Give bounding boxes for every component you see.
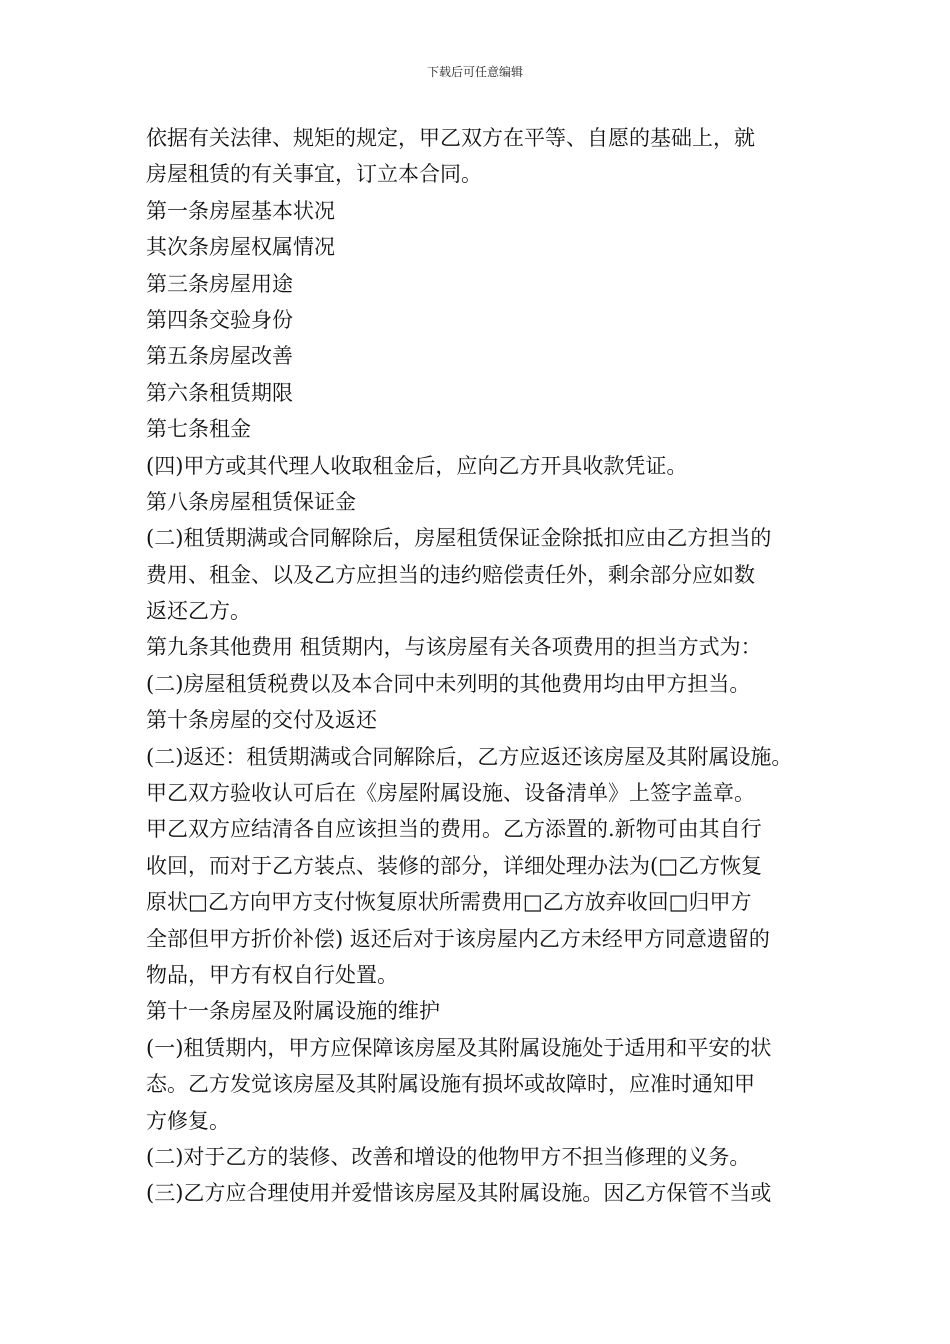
paragraph-line: (三)乙方应合理使用并爱惜该房屋及其附属设施。因乙方保管不当或 xyxy=(146,1181,772,1206)
paragraph-line: 物品，甲方有权自行处置。 xyxy=(146,962,398,987)
paragraph-line: (二)房屋租赁税费以及本合同中未列明的其他费用均由甲方担当。 xyxy=(146,671,751,696)
paragraph-line: 房屋租赁的有关事宜，订立本合同。 xyxy=(146,162,482,187)
paragraph-line: (二)返还：租赁期满或合同解除后，乙方应返还该房屋及其附属设施。 xyxy=(146,744,793,769)
page-header-note: 下载后可任意编辑 xyxy=(426,65,523,79)
section-heading: 第七条租金 xyxy=(146,417,251,442)
section-heading: 第九条其他费用 租赁期内，与该房屋有关各项费用的担当方式为： xyxy=(146,635,762,660)
section-heading: 第四条交验身份 xyxy=(146,307,293,332)
paragraph-line: (四)甲方或其代理人收取租金后，应向乙方开具收款凭证。 xyxy=(146,453,688,478)
paragraph-line: (一)租赁期内，甲方应保障该房屋及其附属设施处于适用和平安的状 xyxy=(146,1035,772,1060)
section-heading: 第三条房屋用途 xyxy=(146,271,293,296)
section-heading: 第十条房屋的交付及返还 xyxy=(146,708,377,733)
section-heading: 第六条租赁期限 xyxy=(146,380,293,405)
paragraph-line: 原状□乙方向甲方支付恢复原状所需费用□乙方放弃收回□归甲方 xyxy=(146,890,752,915)
paragraph-line: 收回，而对于乙方装点、装修的部分，详细处理办法为(□乙方恢复 xyxy=(146,853,763,878)
paragraph-line: 全部但甲方折价补偿) 返还后对于该房屋内乙方未经甲方同意遗留的 xyxy=(146,926,770,951)
section-heading: 第十一条房屋及附属设施的维护 xyxy=(146,999,440,1024)
paragraph-line: 态。乙方发觉该房屋及其附属设施有损坏或故障时，应准时通知甲 xyxy=(146,1072,755,1097)
paragraph-line: 甲乙双方应结清各自应该担当的费用。乙方添置的.新物可由其自行 xyxy=(146,817,762,842)
section-heading: 第八条房屋租赁保证金 xyxy=(146,489,356,514)
section-heading: 第五条房屋改善 xyxy=(146,344,293,369)
section-heading: 其次条房屋权属情况 xyxy=(146,235,335,260)
paragraph-line: (二)对于乙方的装修、改善和增设的他物甲方不担当修理的义务。 xyxy=(146,1144,751,1169)
document-body xyxy=(146,120,826,1212)
paragraph-line: (二)租赁期满或合同解除后，房屋租赁保证金除抵扣应由乙方担当的 xyxy=(146,526,772,551)
paragraph-line: 方修复。 xyxy=(146,1108,230,1133)
paragraph-line: 返还乙方。 xyxy=(146,599,251,624)
paragraph-line: 依据有关法律、规矩的规定，甲乙双方在平等、自愿的基础上，就 xyxy=(146,126,755,150)
paragraph-line: 费用、租金、以及乙方应担当的违约赔偿责任外，剩余部分应如数 xyxy=(146,562,755,587)
section-heading: 第一条房屋基本状况 xyxy=(146,198,335,223)
paragraph-line: 甲乙双方验收认可后在《房屋附属设施、设备清单》上签字盖章。 xyxy=(146,781,755,806)
